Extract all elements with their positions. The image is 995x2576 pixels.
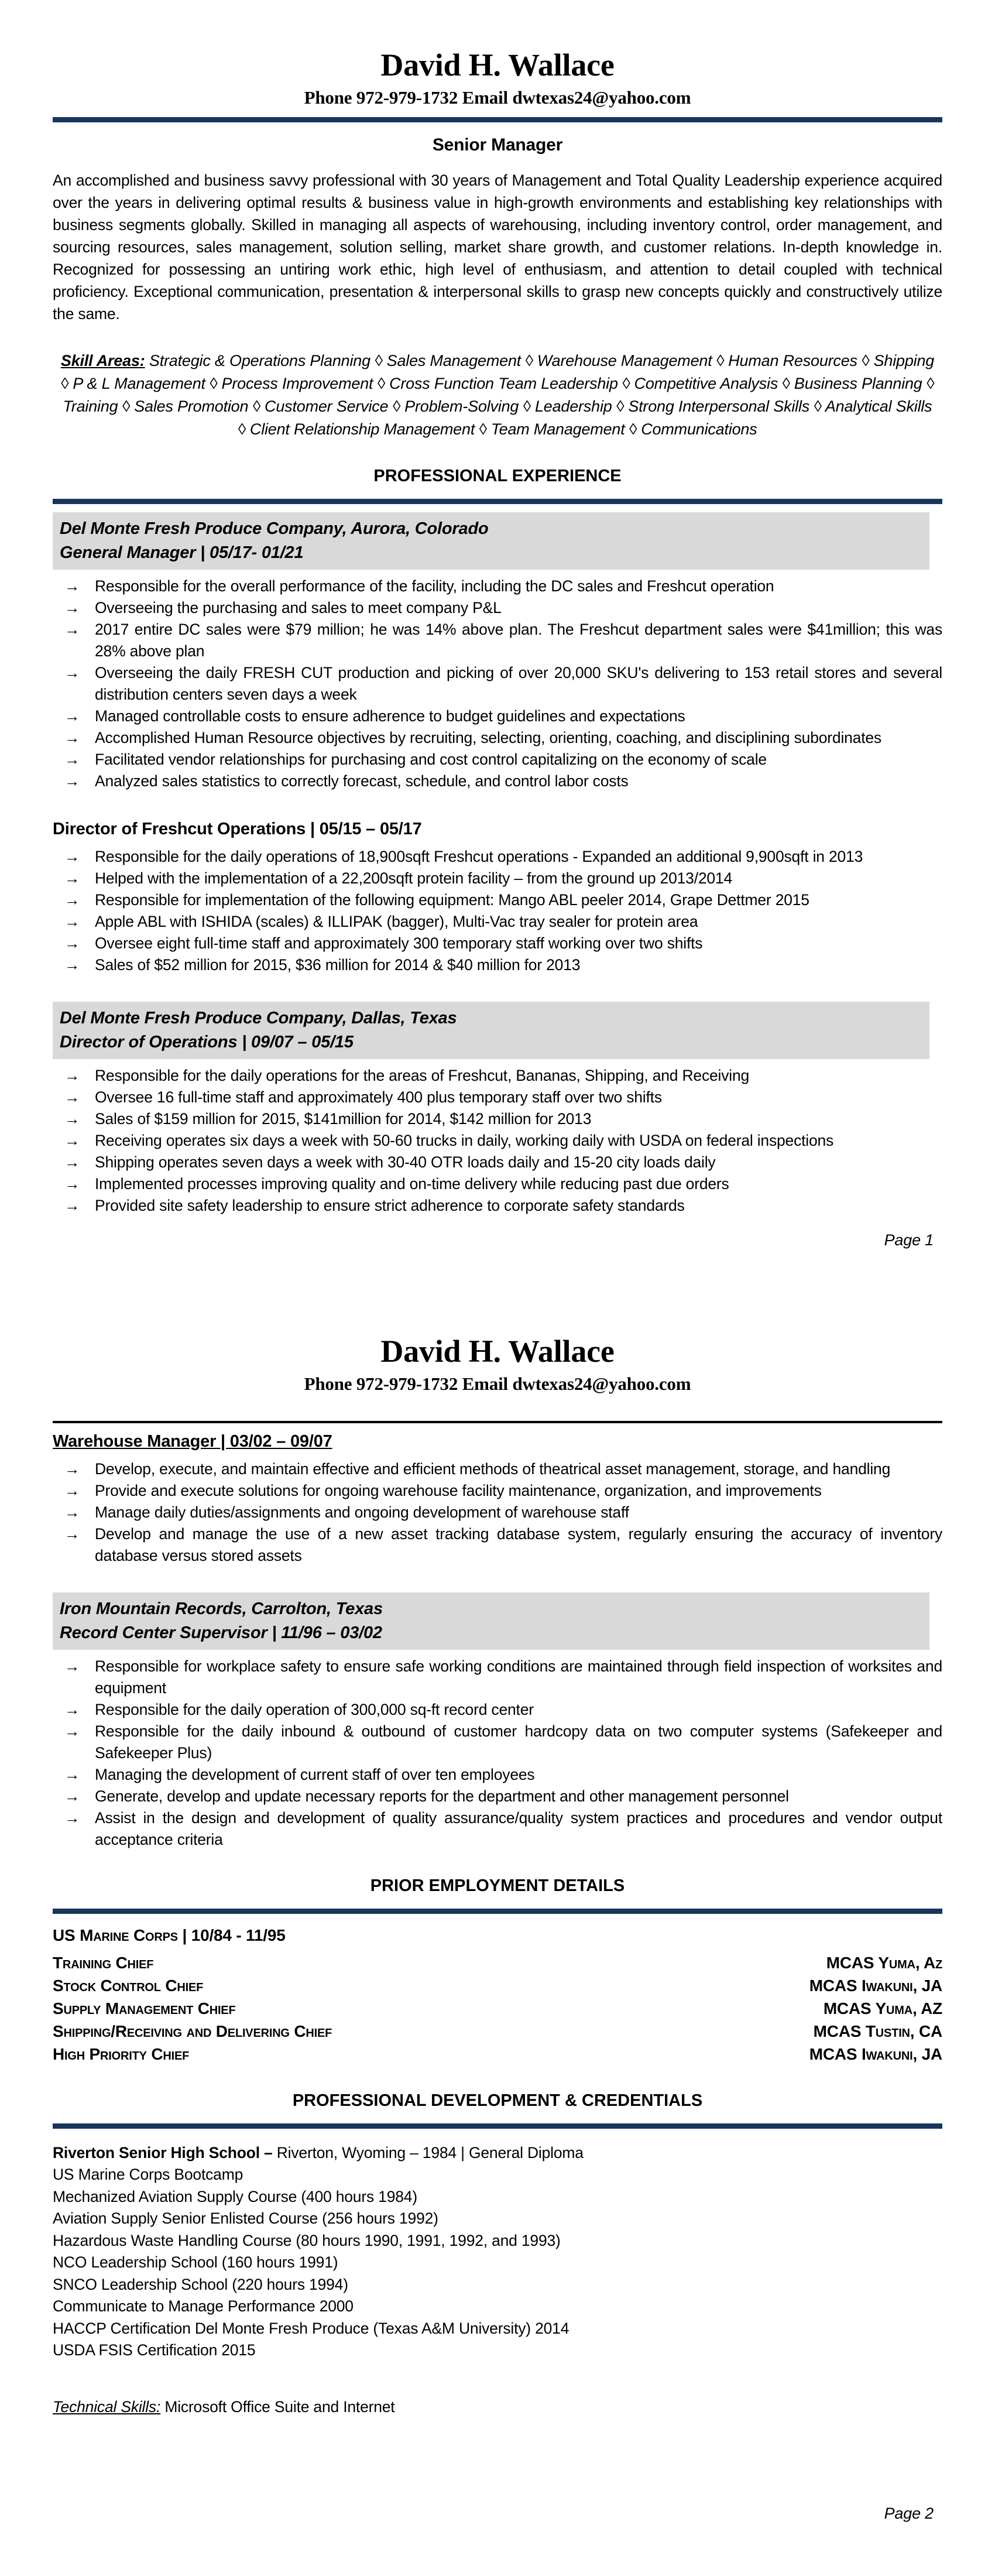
credential-item: NCO Leadership School (160 hours 1991)	[53, 2253, 338, 2271]
prior-employment-row	[53, 2020, 942, 2043]
candidate-name: David H. Wallace	[380, 1334, 615, 1369]
bullet-item	[53, 576, 942, 597]
bullet-item	[53, 727, 942, 749]
bullet-item	[53, 1807, 942, 1851]
arrow-bullet-icon: →	[64, 934, 80, 952]
bullet-item	[53, 1130, 942, 1152]
credential-item: Aviation Supply Senior Enlisted Course (256 hours 1992)	[53, 2210, 438, 2227]
arrow-bullet-icon: →	[64, 772, 80, 790]
education-line	[53, 2142, 942, 2164]
credential-item: SNCO Leadership School (220 hours 1994)	[53, 2275, 348, 2293]
bullet-text: Generate, develop and update necessary reports for the department and other management personnel	[95, 1787, 789, 1805]
thin-divider-rule	[53, 1421, 942, 1423]
arrow-bullet-icon: →	[64, 664, 80, 681]
bullet-item	[53, 954, 942, 976]
bullet-item	[53, 1173, 942, 1195]
skill-areas-text: Strategic & Operations Planning ◊ Sales Management ◊ Warehouse Management ◊ Human Resources ◊ Shipping ◊ P & L Management ◊ Process Improvement ◊ Cross Function Team Leadership ◊ Competitive Analysis ◊ Business Planning ◊ Training ◊ Sales Promotion ◊ Customer Service ◊ Problem-Solving ◊ Leadership ◊ Strong Interpersonal Skills ◊ Analytical Skills ◊ Client Relationship Management ◊ Team Management ◊ Communications	[60, 352, 935, 438]
bullet-item	[53, 846, 942, 868]
resume-page-1	[0, 0, 995, 1217]
prior-role-title: Stock Control Chief	[53, 1976, 204, 1995]
bullet-text: Responsible for the daily operation of 300,000 sq-ft record center	[95, 1701, 534, 1718]
bullet-text: Responsible for the daily inbound & outbound of customer hardcopy data on two computer systems (Safekeeper and Safekeeper Plus)	[95, 1722, 942, 1762]
prior-role-location: MCAS Yuma, Az	[826, 1954, 942, 1972]
arrow-bullet-icon: →	[64, 1722, 80, 1740]
bullet-text: Helped with the implementation of a 22,200sqft protein facility – from the ground up 2013/2014	[95, 869, 733, 887]
prior-role-title: Shipping/Receiving and Delivering Chief	[53, 2022, 332, 2040]
credential-item: US Marine Corps Bootcamp	[53, 2166, 243, 2183]
bullet-text: Oversee eight full-time staff and approximately 300 temporary staff working over two shifts	[95, 934, 703, 952]
bullet-text: Managed controllable costs to ensure adherence to budget guidelines and expectations	[95, 707, 685, 725]
technical-skills-line	[53, 2396, 942, 2418]
role-title: General Manager | 05/17- 01/21	[60, 543, 304, 562]
bullet-list	[53, 1656, 942, 1851]
bullet-item	[53, 597, 942, 619]
prior-role-location: MCAS Yuma, AZ	[823, 1999, 942, 2017]
bullet-text: Analyzed sales statistics to correctly forecast, schedule, and control labor costs	[95, 772, 629, 790]
page2-content	[53, 1421, 942, 2418]
prior-employment-row	[53, 1974, 942, 1997]
bullet-text: Manage daily duties/assignments and ongoing development of warehouse staff	[95, 1503, 629, 1521]
bullet-item	[53, 1087, 942, 1108]
arrow-bullet-icon: →	[64, 577, 80, 595]
bullet-list	[53, 846, 942, 976]
company-role-band	[53, 1592, 929, 1650]
arrow-bullet-icon: →	[64, 707, 80, 725]
bullet-item	[53, 1523, 942, 1567]
bullet-text: Responsible for implementation of the following equipment: Mango ABL peeler 2014, Grape Dettmer 2015	[95, 891, 809, 909]
arrow-bullet-icon: →	[64, 1525, 80, 1543]
bullet-text: Receiving operates six days a week with 50-60 trucks in daily, working daily with USDA on federal inspections	[95, 1132, 834, 1149]
bullet-text: Develop and manage the use of a new asset tracking database system, regularly ensuring the accuracy of inventory database versus stored assets	[95, 1525, 942, 1564]
bullet-item	[53, 770, 942, 792]
bullet-item	[53, 1656, 942, 1699]
bullet-text: Responsible for the daily operations for the areas of Freshcut, Bananas, Shipping, and Receiving	[95, 1067, 750, 1084]
section-divider-rule	[53, 499, 942, 504]
arrow-bullet-icon: →	[64, 1110, 80, 1128]
contact-line: Phone 972-979-1732 Email dwtexas24@yahoo.com	[304, 1373, 691, 1394]
bullet-list	[53, 576, 942, 792]
page1-content	[53, 117, 942, 1217]
bullet-item	[53, 1458, 942, 1480]
section-heading-professional-experience: PROFESSIONAL EXPERIENCE	[373, 467, 622, 485]
bullet-item	[53, 749, 942, 770]
prior-role-title: Training Chief	[53, 1954, 154, 1972]
prior-role-location: MCAS Iwakuni, JA	[809, 2045, 942, 2063]
bullet-text: Managing the development of current staff of over ten employees	[95, 1766, 535, 1783]
arrow-bullet-icon: →	[64, 1088, 80, 1106]
arrow-bullet-icon: →	[64, 621, 80, 638]
prior-role-title: Supply Management Chief	[53, 1999, 236, 2017]
bullet-item	[53, 1764, 942, 1786]
credential-item: Mechanized Aviation Supply Course (400 hours 1984)	[53, 2187, 417, 2205]
bullet-item	[53, 1502, 942, 1523]
bullet-item	[53, 868, 942, 889]
bullet-text: Overseeing the daily FRESH CUT production and picking of over 20,000 SKU's delivering to 153 retail stores and several distribution centers seven days a week	[95, 664, 942, 703]
company-name: Del Monte Fresh Produce Company, Aurora, Colorado	[60, 519, 489, 538]
prior-role-title: High Priority Chief	[53, 2045, 190, 2063]
bullet-text: Accomplished Human Resource objectives by recruiting, selecting, orienting, coaching, and disciplining subordinates	[95, 729, 881, 746]
technical-skills-label: Technical Skills:	[53, 2397, 161, 2416]
technical-skills-text: Microsoft Office Suite and Internet	[160, 2397, 395, 2416]
arrow-bullet-icon: →	[64, 869, 80, 887]
arrow-bullet-icon: →	[64, 1701, 80, 1718]
bullet-list	[53, 1458, 942, 1567]
bullet-item	[53, 1721, 942, 1764]
role-title: Record Center Supervisor | 11/96 – 03/02	[60, 1623, 382, 1642]
credentials-list	[53, 2164, 942, 2362]
section-divider-rule	[53, 1909, 942, 1914]
arrow-bullet-icon: →	[64, 956, 80, 974]
bullet-item	[53, 1108, 942, 1130]
bullet-text: Provided site safety leadership to ensure strict adherence to corporate safety standards	[95, 1197, 685, 1214]
credential-item: HACCP Certification Del Monte Fresh Produce (Texas A&M University) 2014	[53, 2319, 569, 2337]
company-name: Del Monte Fresh Produce Company, Dallas, Texas	[60, 1009, 457, 1027]
arrow-bullet-icon: →	[64, 1460, 80, 1478]
role-title: Warehouse Manager | 03/02 – 09/07	[53, 1432, 332, 1451]
bullet-text: Facilitated vendor relationships for purchasing and cost control capitalizing on the economy of scale	[95, 751, 767, 768]
role-title: Director of Operations | 09/07 – 05/15	[60, 1033, 354, 1051]
bullet-item	[53, 1699, 942, 1721]
contact-line: Phone 972-979-1732 Email dwtexas24@yahoo.com	[304, 87, 691, 108]
role-title: Director of Freshcut Operations | 05/15 – 05/17	[53, 820, 422, 838]
arrow-bullet-icon: →	[64, 1787, 80, 1805]
bullet-text: Shipping operates seven days a week with 30-40 OTR loads daily and 15-20 city loads daily	[95, 1153, 716, 1171]
bullet-text: Apple ABL with ISHIDA (scales) & ILLIPAK (bagger), Multi-Vac tray sealer for protein area	[95, 913, 698, 930]
bullet-item	[53, 1195, 942, 1217]
bullet-text: Develop, execute, and maintain effective and efficient methods of theatrical asset management, storage, and handling	[95, 1460, 891, 1478]
credential-item: USDA FSIS Certification 2015	[53, 2341, 256, 2359]
bullet-text: Provide and execute solutions for ongoing warehouse facility maintenance, organization, and improvements	[95, 1482, 822, 1499]
bullet-text: Responsible for the daily operations of 18,900sqft Freshcut operations - Expanded an additional 9,900sqft in 2013	[95, 848, 863, 865]
bullet-item	[53, 889, 942, 911]
bullet-item	[53, 619, 942, 662]
bullet-text: Oversee 16 full-time staff and approximately 400 plus temporary staff over two shifts	[95, 1088, 662, 1106]
header-divider-rule	[53, 117, 942, 122]
arrow-bullet-icon: →	[64, 1657, 80, 1675]
credential-item: Communicate to Manage Performance 2000	[53, 2297, 354, 2315]
company-role-band	[53, 512, 929, 570]
arrow-bullet-icon: →	[64, 751, 80, 768]
bullet-item	[53, 933, 942, 954]
page-number-2: Page 2	[884, 2505, 934, 2522]
prior-employment-row	[53, 2043, 942, 2065]
bullet-text: Sales of $159 million for 2015, $141million for 2014, $142 million for 2013	[95, 1110, 592, 1128]
arrow-bullet-icon: →	[64, 891, 80, 909]
bullet-list	[53, 1065, 942, 1217]
arrow-bullet-icon: →	[64, 729, 80, 746]
bullet-item	[53, 1480, 942, 1502]
page-number-1: Page 1	[884, 1231, 934, 1249]
arrow-bullet-icon: →	[64, 1503, 80, 1521]
resume-title: Senior Manager	[432, 135, 563, 155]
arrow-bullet-icon: →	[64, 1766, 80, 1783]
bullet-text: Sales of $52 million for 2015, $36 million for 2014 & $40 million for 2013	[95, 956, 581, 974]
company-name: Iron Mountain Records, Carrolton, Texas	[60, 1599, 383, 1618]
arrow-bullet-icon: →	[64, 913, 80, 930]
bullet-text: Responsible for workplace safety to ensure safe working conditions are maintained through field inspection of worksites and equipment	[95, 1657, 942, 1697]
prior-employment-org: US Marine Corps | 10/84 - 11/95	[53, 1926, 286, 1944]
section-divider-rule	[53, 2123, 942, 2129]
credential-item: Hazardous Waste Handling Course (80 hours 1990, 1991, 1992, and 1993)	[53, 2231, 561, 2249]
prior-employment-rows	[53, 1951, 942, 2065]
bullet-item	[53, 1152, 942, 1173]
prior-employment-row	[53, 1997, 942, 2020]
bullet-item	[53, 1786, 942, 1807]
arrow-bullet-icon: →	[64, 599, 80, 616]
prior-role-location: MCAS Tustin, CA	[813, 2022, 942, 2040]
resume-page-2	[0, 1320, 995, 2418]
bullet-text: Overseeing the purchasing and sales to meet company P&L	[95, 599, 502, 616]
prior-employment-row	[53, 1951, 942, 1974]
bullet-item	[53, 662, 942, 705]
prior-role-location: MCAS Iwakuni, JA	[809, 1976, 942, 1995]
arrow-bullet-icon: →	[64, 1809, 80, 1827]
bullet-text: Assist in the design and development of quality assurance/quality system practices and procedures and vendor output acceptance criteria	[95, 1809, 942, 1848]
candidate-name: David H. Wallace	[380, 47, 615, 83]
section-heading-development: PROFESSIONAL DEVELOPMENT & CREDENTIALS	[292, 2091, 703, 2110]
skill-areas-label: Skill Areas:	[60, 352, 145, 369]
arrow-bullet-icon: →	[64, 1067, 80, 1084]
arrow-bullet-icon: →	[64, 1175, 80, 1193]
bullet-item	[53, 911, 942, 933]
bullet-text: Implemented processes improving quality and on-time delivery while reducing past due orders	[95, 1175, 729, 1193]
professional-summary: An accomplished and business savvy professional with 30 years of Management and Total Quality Leadership experience acquired over the years in delivering optimal results & business value in high-growth environments and establishing key relationships with business segments globally. Skilled in managing all aspects of warehousing, including inventory control, order management, and sourcing resources, sales management, solution selling, market share growth, and customer relations. In-depth knowledge in. Recognized for possessing an untiring work ethic, high level of enthusiasm, and attention to detail coupled with technical proficiency. Exceptional communication, presentation & interpersonal skills to grasp new concepts quickly and constructively utilize the same.	[53, 172, 942, 323]
arrow-bullet-icon: →	[64, 1197, 80, 1214]
arrow-bullet-icon: →	[64, 1132, 80, 1149]
education-school: Riverton Senior High School –	[53, 2144, 273, 2161]
bullet-item	[53, 1065, 942, 1087]
bullet-text: Responsible for the overall performance of the facility, including the DC sales and Freshcut operation	[95, 577, 774, 595]
company-role-band	[53, 1002, 929, 1059]
section-heading-prior-employment: PRIOR EMPLOYMENT DETAILS	[370, 1876, 625, 1895]
arrow-bullet-icon: →	[64, 848, 80, 865]
education-details: Riverton, Wyoming – 1984 | General Diploma	[272, 2144, 584, 2161]
skill-areas	[59, 350, 936, 441]
bullet-text: 2017 entire DC sales were $79 million; he was 14% above plan. The Freshcut department sales were $41million; this was 28% above plan	[95, 621, 942, 660]
arrow-bullet-icon: →	[64, 1482, 80, 1499]
bullet-item	[53, 705, 942, 727]
arrow-bullet-icon: →	[64, 1153, 80, 1171]
